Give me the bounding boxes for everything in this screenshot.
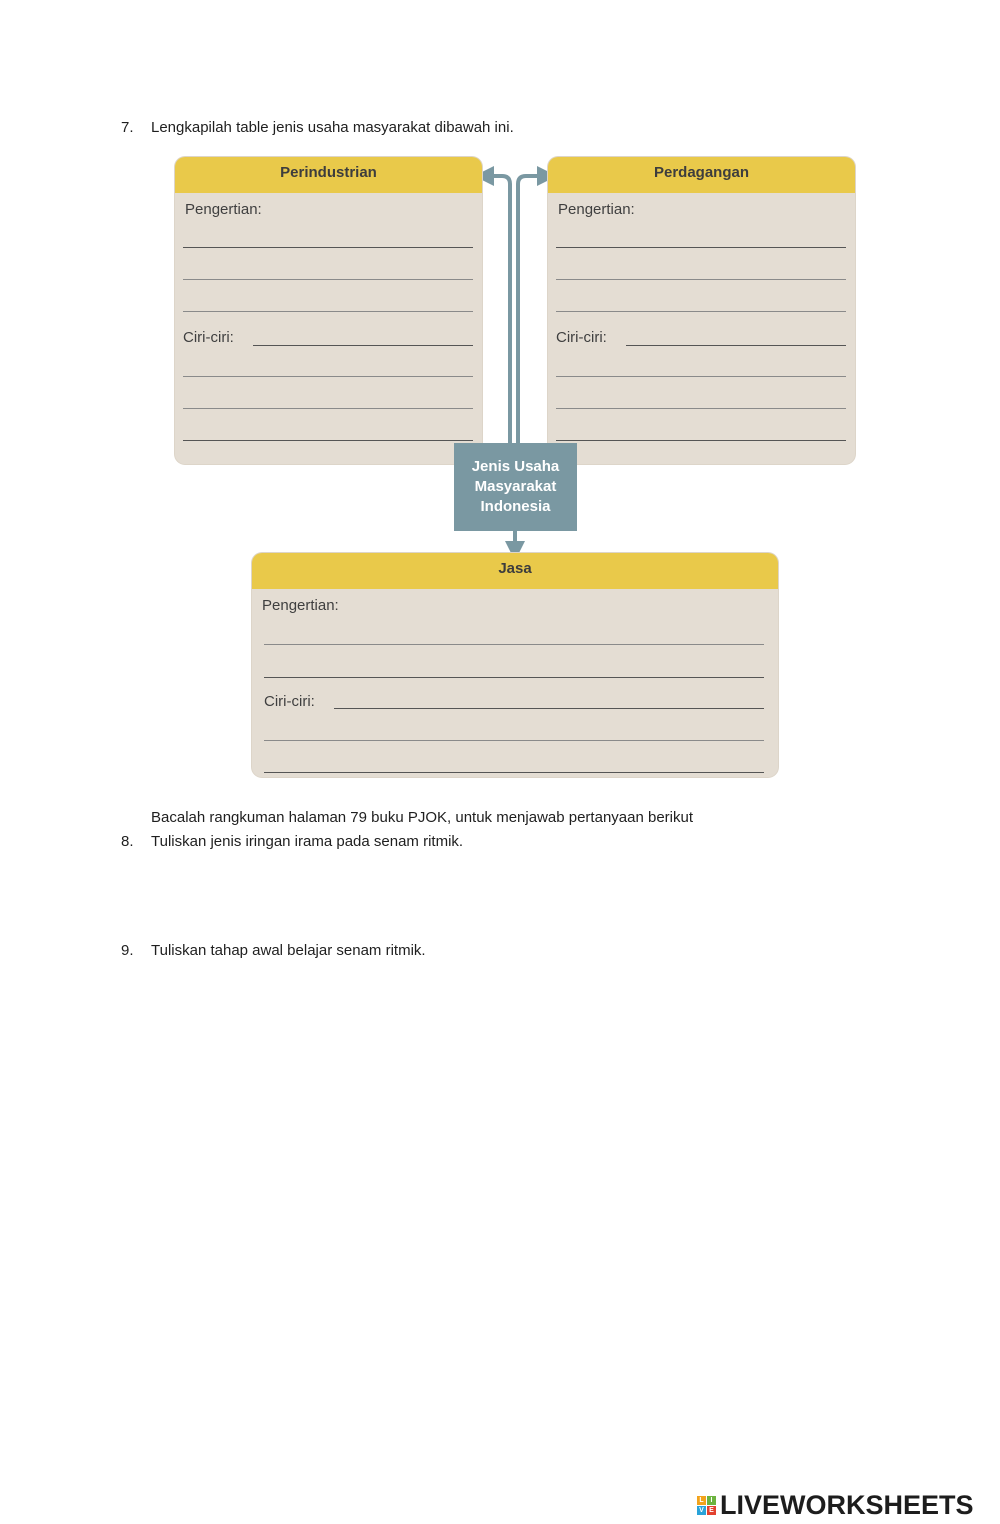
logo-text: LIVEWORKSHEETS — [720, 1489, 974, 1520]
answer-line[interactable] — [183, 440, 473, 441]
card-jasa — [252, 553, 778, 777]
logo-letter: I — [707, 1496, 716, 1505]
arrow-to-perindustrian — [478, 176, 510, 444]
answer-line[interactable] — [556, 247, 846, 248]
answer-line[interactable] — [556, 408, 846, 409]
question-text: Tuliskan jenis iringan irama pada senam ritmik. — [151, 833, 464, 850]
pengertian-label: Pengertian: — [558, 201, 635, 218]
answer-line[interactable] — [556, 279, 846, 280]
question-number: 7. — [121, 119, 134, 136]
answer-line[interactable] — [183, 408, 473, 409]
instruction-text: Bacalah rangkuman halaman 79 buku PJOK, untuk menjawab pertanyaan berikut — [151, 809, 693, 826]
answer-line[interactable] — [183, 247, 473, 248]
center-line-2: Masyarakat — [474, 478, 557, 495]
ciri-label: Ciri-ciri: — [183, 329, 234, 346]
question-text: Tuliskan tahap awal belajar senam ritmik. — [151, 942, 426, 959]
pengertian-label: Pengertian: — [185, 201, 262, 218]
logo-mark-icon — [697, 1496, 716, 1515]
answer-line[interactable] — [183, 311, 473, 312]
answer-line[interactable] — [334, 708, 764, 709]
answer-line[interactable] — [264, 644, 764, 645]
card-title: Perindustrian — [175, 157, 482, 193]
answer-line[interactable] — [183, 279, 473, 280]
question-text: Lengkapilah table jenis usaha masyarakat dibawah ini. — [151, 119, 514, 136]
answer-line[interactable] — [556, 376, 846, 377]
question-number: 8. — [121, 833, 134, 850]
answer-line[interactable] — [253, 345, 473, 346]
logo-letter: V — [697, 1506, 706, 1515]
pengertian-label: Pengertian: — [262, 597, 339, 614]
center-line-1: Jenis Usaha — [471, 458, 560, 475]
answer-line[interactable] — [264, 677, 764, 678]
card-perdagangan — [548, 157, 855, 464]
center-line-3: Indonesia — [480, 498, 551, 515]
card-title: Perdagangan — [548, 157, 855, 193]
answer-line[interactable] — [183, 376, 473, 377]
card-title: Jasa — [252, 553, 778, 589]
logo-letter: L — [697, 1496, 706, 1505]
answer-line[interactable] — [264, 772, 764, 773]
card-perindustrian — [175, 157, 482, 464]
answer-line[interactable] — [264, 740, 764, 741]
answer-line[interactable] — [556, 440, 846, 441]
logo-letter: E — [707, 1506, 716, 1515]
ciri-label: Ciri-ciri: — [556, 329, 607, 346]
answer-line[interactable] — [556, 311, 846, 312]
center-topic-box — [454, 443, 577, 531]
ciri-label: Ciri-ciri: — [264, 693, 315, 710]
answer-line[interactable] — [626, 345, 846, 346]
liveworksheets-logo — [697, 1490, 974, 1520]
question-number: 9. — [121, 942, 134, 959]
